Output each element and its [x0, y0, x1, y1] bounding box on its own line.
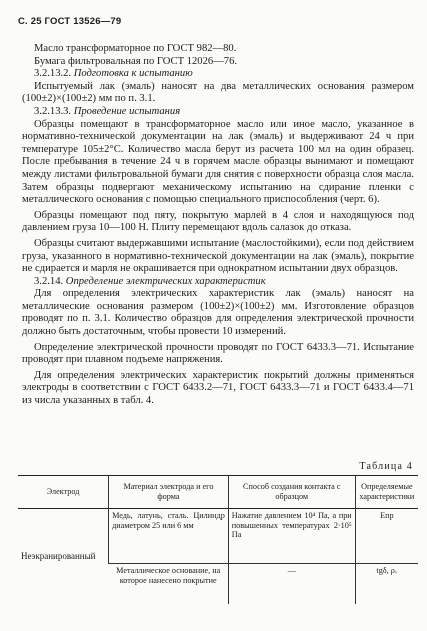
section-3-2-13-2	[22, 68, 414, 81]
body-text	[22, 43, 414, 408]
paragraph-strength: Определение электрической прочности проводят по ГОСТ 6433.3—71. Испытание проводят при плавном подъеме напряжения.	[22, 341, 414, 366]
section-number: 3.2.13.2.	[34, 68, 72, 80]
cell-contact: Нажатие давлением 10⁴ Па, а при повышенных температурах 2·10⁵ Па	[228, 509, 355, 564]
table-header-row	[18, 476, 418, 509]
paragraph-preparation: Испытуемый лак (эмаль) наносят на два металлических основания размером (100±2)×(100±2) мм по п. 3.1.	[22, 80, 414, 105]
cell-material: Металлическое основание, на которое нанесено покрытие	[109, 564, 229, 605]
table-4	[18, 475, 418, 604]
header-characteristics: Определяемые характеристики	[355, 476, 418, 509]
cell-characteristic: tgδ, ρᵥ	[355, 564, 418, 605]
header-material: Материал электрода и его форма	[109, 476, 229, 509]
paragraph-oil: Масло трансформаторное по ГОСТ 982—80.	[34, 43, 237, 54]
paragraph-procedure: Образцы помещают в трансформаторное масло или иное масло, указанное в нормативно-технической документации на лак (эмаль) и выдерживают 24 ч при температуре 105±2°С. Количество масла берут из расчета 100 мл на один образец. После пребывания в течение 24 ч в горячем масле образцы вынимают и помещают между листами фильтровальной бумаги для снятия с поверхности образца слоя масла. Затем образцы подвергают механическому испытанию на сдирание пленки с металлического основания с помощью специального приспособления (черт. 6).	[22, 118, 414, 206]
cell-characteristic: Eпр	[355, 509, 418, 564]
paragraph-criteria: Образцы считают выдержавшими испытание (маслостойкими), если под действием груза, указанного в нормативно-технической документации на лак (эмаль), покрытие не сдирается и марля не окрашивается при однократном испытании двух образцов.	[22, 237, 414, 275]
cell-electrode: Неэкранированный	[21, 550, 96, 561]
section-title: Проведение испытания	[73, 105, 181, 117]
header-electrode: Электрод	[46, 487, 80, 497]
page-header: С. 25 ГОСТ 13526—79	[18, 16, 122, 27]
cell-contact: —	[228, 564, 355, 605]
table-caption: Таблица 4	[359, 461, 413, 472]
paragraph-electrodes: Для определения электрических характеристик покрытий должны применяться электроды в соответствии с ГОСТ 6433.2—71, ГОСТ 6433.3—71 и ГОСТ 6433.4—71 из числа указанных в табл. 4.	[22, 369, 414, 407]
section-3-2-13-3	[22, 106, 414, 119]
section-3-2-14	[22, 276, 414, 289]
section-number: 3.2.13.3.	[34, 105, 72, 117]
section-title: Определение электрических характеристик	[65, 275, 266, 287]
paragraph-electrical: Для определения электрических характеристик лак (эмаль) наносят на металлические основания размером (100±2)×(100±2) мм. Изготовление образцов проводят по п. 3.1. Количество образцов для определения электрической прочности должно быть достаточным, чтобы провести 10 измерений.	[22, 288, 414, 338]
section-number: 3.2.14.	[34, 275, 64, 287]
cell-material: Медь, латунь, сталь. Цилиндр диаметром 25 или 6 мм	[109, 509, 229, 564]
section-title: Подготовка к испытанию	[73, 68, 193, 80]
header-contact: Способ создания контакта с образцом	[228, 476, 355, 509]
table-row	[18, 509, 418, 564]
paragraph-paper: Бумага фильтровальная по ГОСТ 12026—76.	[34, 55, 238, 67]
paragraph-heel: Образцы помещают под пяту, покрытую марлей в 4 слоя и находящуюся под давлением груза 10—100 Н. Плиту перемещают вдоль салазок до отказа.	[22, 209, 414, 234]
